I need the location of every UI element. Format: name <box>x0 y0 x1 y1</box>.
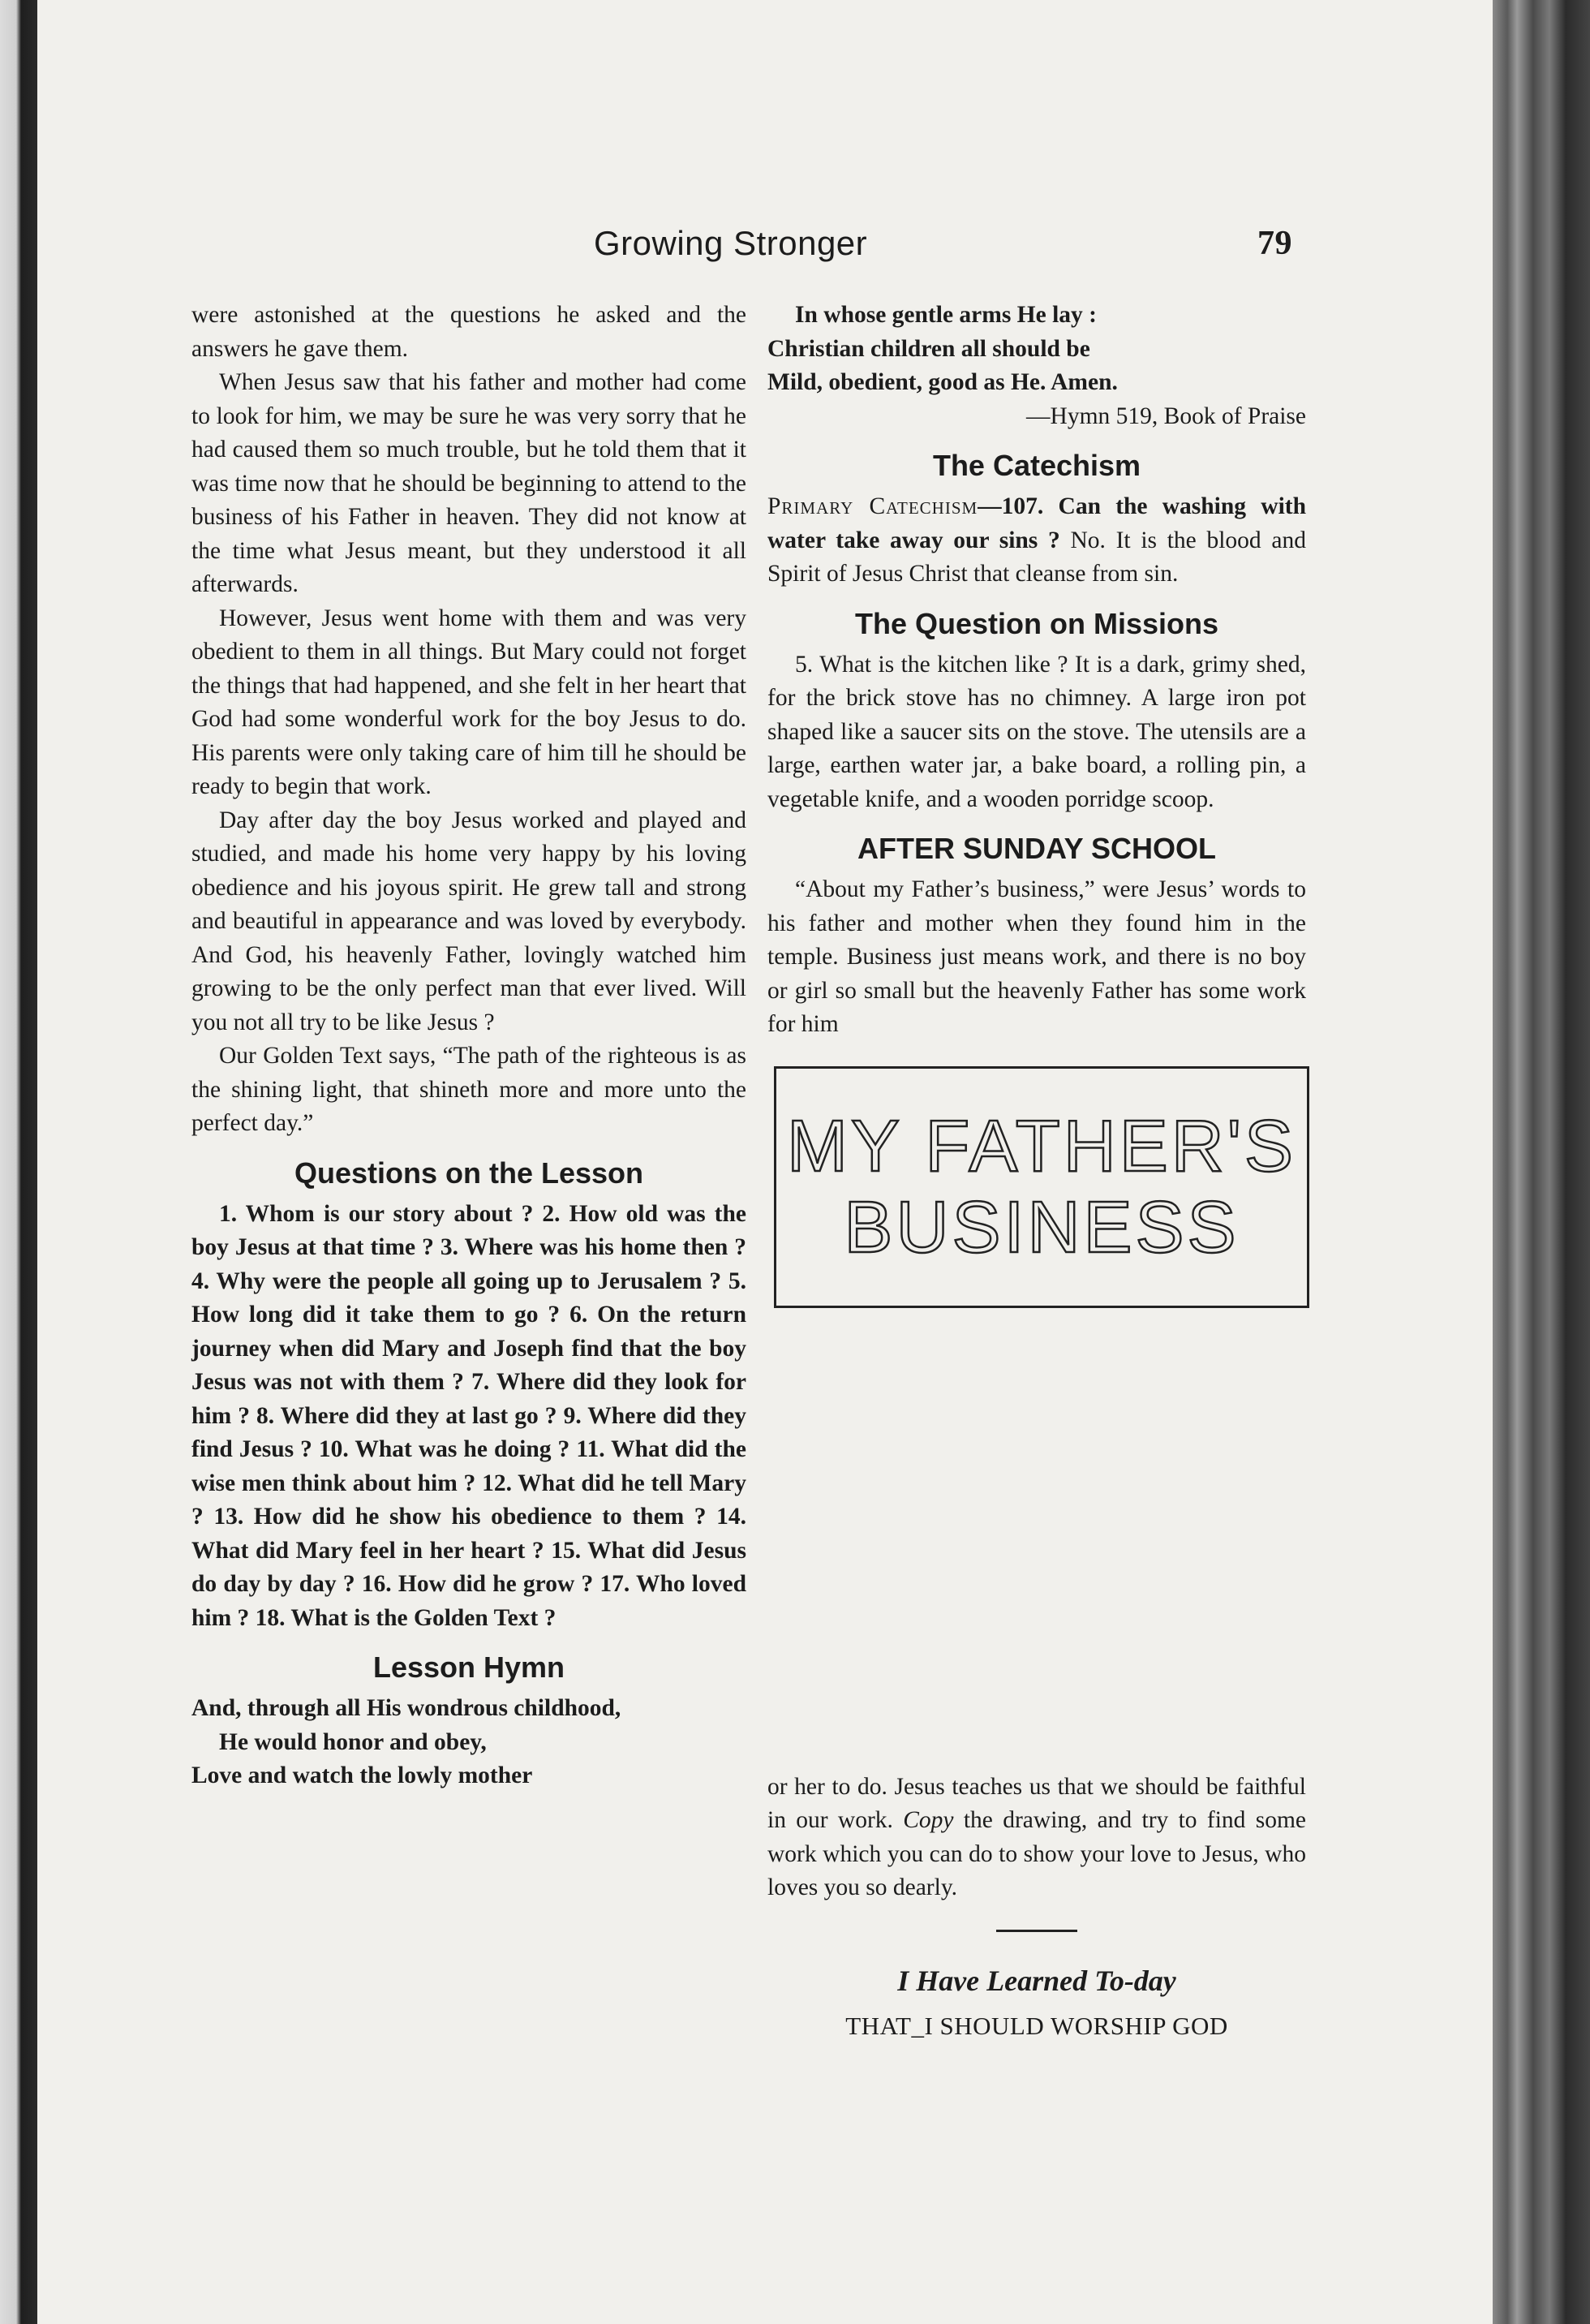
after-sunday-school-heading: AFTER SUNDAY SCHOOL <box>857 832 1217 865</box>
right-column <box>767 299 1306 2043</box>
learned-today-heading: I Have Learned To-day <box>897 1964 1176 1997</box>
right-page-edge <box>1493 0 1590 2324</box>
questions-list: 1. Whom is our story about ? 2. How old was the boy Jesus at that time ? 3. Where was his home then ? 4. Why were the people all going up to Jerusalem ? 5. How long did it take them to go ? 6. On the return journey when did Mary and Joseph find that the boy Jesus was not with them ? 7. Where did they look for him ? 8. Where did they at last go ? 9. Where did they find Jesus ? 10. What was he doing ? 11. What did the wise men think about him ? 12. What did he tell Mary ? 13. How did he show his obedience to them ? 14. What did Mary feel in her heart ? 15. What did Jesus do day by day ? 16. How did he grow ? 17. Who loved him ? 18. What is the Golden Text ? <box>191 1200 746 1631</box>
missions-paragraph: 5. What is the kitchen like ? It is a dark, grimy shed, for the brick stove has no chimney. A large iron pot shaped like a saucer sits on the stove. The utensils are a large, earthen water jar, a bake board, a rolling pin, a vegetable knife, and a wooden porridge scoop. <box>767 651 1306 812</box>
left-page-edge <box>0 0 37 2324</box>
paragraph: When Jesus saw that his father and mother had come to look for him, we may be sure he was very sorry that he had caused them so much trouble, but he told them that it was time now that he should be beginning to attend to the business of his Father in heaven. They did not know at the time what Jesus meant, but they understood it all afterwards. <box>191 369 746 597</box>
divider <box>996 1930 1077 1932</box>
hymn-line: Mild, obedient, good as He. Amen. <box>767 369 1118 395</box>
my-fathers-business-drawing <box>774 1066 1309 1308</box>
drawing-line: MY FATHER'S <box>787 1105 1296 1187</box>
lesson-hymn <box>191 1692 746 1793</box>
page-number: 79 <box>1257 225 1292 262</box>
after-sunday-school-paragraph: “About my Father’s business,” were Jesus’ words to his father and mother when they found him in the temple. Business just means work, and there is no boy or girl so small but the heavenly Father has some work for him <box>767 876 1306 1037</box>
hymn-line: He would honor and obey, <box>219 1728 487 1755</box>
emphasis-text: Copy <box>903 1807 954 1833</box>
text-run: the drawing, and try to find some work which you can do to show your love to Jesus, who loves you so dearly. <box>767 1807 1306 1900</box>
paragraph: were astonished at the questions he asked and the answers he gave them. <box>191 302 746 362</box>
drawing-line: BUSINESS <box>844 1186 1240 1268</box>
after-sunday-school-continued <box>767 1771 1306 1905</box>
paragraph: However, Jesus went home with them and was very obedient to them in all things. But Mary could not forget the things that had happened, and she felt in her heart that God had some wonderful work for the boy Jesus to do. His parents were only taking care of him till he should be ready to begin that work. <box>191 605 746 799</box>
lesson-hymn-heading: Lesson Hymn <box>372 1650 565 1684</box>
paragraph: Day after day the boy Jesus worked and played and studied, and made his home very happy by his loving obedience and his joyous spirit. He grew tall and strong and beautiful in appearance and was loved by everybody. And God, his heavenly Father, lovingly watched him growing to be the only perfect man that ever lived. Will you not all try to be like Jesus ? <box>191 807 746 1035</box>
learned-today-text: THAT_I SHOULD WORSHIP GOD <box>845 2012 1228 2040</box>
catechism-label: Primary Catechism <box>767 493 978 519</box>
hymn-line: In whose gentle arms He lay : <box>795 302 1097 328</box>
hymn-line: Christian children all should be <box>767 335 1090 362</box>
golden-text-paragraph: Our Golden Text says, “The path of the righteous is as the shining light, that shineth more and more unto the perfect day.” <box>191 1043 746 1136</box>
catechism-answer: No. It is the blood and Spirit of Jesus Christ that cleanse from sin. <box>767 527 1306 587</box>
left-column <box>191 299 746 1793</box>
text-run: or her to do. Jesus teaches us that we should be faithful in our work. <box>767 1773 1306 1833</box>
missions-heading: The Question on Missions <box>854 606 1219 640</box>
hymn-line: Love and watch the lowly mother <box>191 1762 533 1788</box>
questions-heading: Questions on the Lesson <box>294 1156 644 1190</box>
catechism-paragraph <box>767 490 1306 592</box>
hymn-credit: —Hymn 519, Book of Praise <box>1026 402 1306 429</box>
hymn-continuation <box>767 299 1306 400</box>
hymn-line: And, through all His wondrous childhood, <box>191 1695 621 1721</box>
blank-space <box>767 1332 1306 1771</box>
page-title: Growing Stronger <box>594 224 868 262</box>
catechism-heading: The Catechism <box>932 449 1141 482</box>
catechism-question: —107. Can the washing with water take away our sins ? <box>767 493 1306 553</box>
